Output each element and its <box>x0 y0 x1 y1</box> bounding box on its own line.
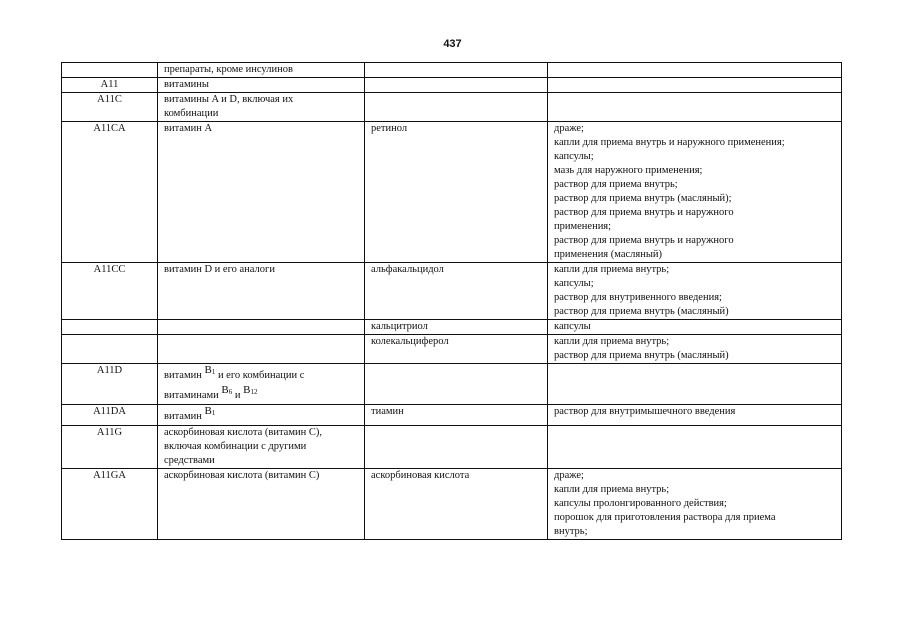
atc-code-cell: A11D <box>62 364 158 405</box>
atc-code-cell: A11 <box>62 78 158 93</box>
inn-cell <box>365 93 548 122</box>
atc-group-cell: аскорбиновая кислота (витамин C) <box>158 469 365 540</box>
atc-group-cell: витамины A и D, включая их комбинации <box>158 93 365 122</box>
inn-cell <box>365 364 548 405</box>
atc-group-cell: витамин A <box>158 122 365 263</box>
inn-cell: тиамин <box>365 405 548 426</box>
atc-code-cell <box>62 63 158 78</box>
dosage-forms-cell: капли для приема внутрь; капсулы; раствор для внутривенного введения; раствор для приема внутрь (масляный) <box>548 263 842 320</box>
name-text: витаминами <box>164 390 222 401</box>
inn-cell: ретинол <box>365 122 548 263</box>
atc-code-cell: A11GA <box>62 469 158 540</box>
atc-code-cell: A11CC <box>62 263 158 320</box>
drug-list-table <box>61 62 842 540</box>
table-row <box>62 78 842 93</box>
inn-cell <box>365 426 548 469</box>
atc-code-cell: A11C <box>62 93 158 122</box>
atc-group-cell <box>158 405 365 426</box>
vitamin-symbol: $B_6$ <box>221 384 233 396</box>
inn-cell: аскорбиновая кислота <box>365 469 548 540</box>
table-row <box>62 63 842 78</box>
inn-cell: колекальциферол <box>365 335 548 364</box>
vitamin-symbol: $B_1$ <box>204 405 216 417</box>
table-row <box>62 364 842 405</box>
vitamin-b1-line <box>164 405 358 425</box>
inn-cell: кальцитриол <box>365 320 548 335</box>
dosage-forms-cell: драже; капли для приема внутрь; капсулы пролонгированного действия; порошок для приготовления раствора для приема внутрь; <box>548 469 842 540</box>
atc-group-cell: витамин D и его аналоги <box>158 263 365 320</box>
vitamin-b1-line <box>164 364 358 384</box>
atc-group-cell: витамины <box>158 78 365 93</box>
dosage-forms-cell <box>548 63 842 78</box>
inn-cell: альфакальцидол <box>365 263 548 320</box>
dosage-forms-cell <box>548 78 842 93</box>
name-text: и <box>232 390 244 401</box>
vitamin-symbol: $B_1$ <box>204 364 216 376</box>
atc-group-cell: препараты, кроме инсулинов <box>158 63 365 78</box>
name-text: витамин <box>164 370 205 381</box>
atc-code-cell <box>62 335 158 364</box>
dosage-forms-cell <box>548 426 842 469</box>
atc-group-cell <box>158 364 365 405</box>
atc-code-cell: A11CA <box>62 122 158 263</box>
dosage-forms-cell: раствор для внутримышечного введения <box>548 405 842 426</box>
atc-group-cell <box>158 335 365 364</box>
atc-code-cell <box>62 320 158 335</box>
table-row <box>62 469 842 540</box>
vitamin-symbol: $B_{12}$ <box>243 384 258 396</box>
inn-cell <box>365 63 548 78</box>
dosage-forms-cell: капсулы <box>548 320 842 335</box>
table-row <box>62 426 842 469</box>
dosage-forms-cell <box>548 364 842 405</box>
table-row <box>62 335 842 364</box>
page-number: 437 <box>443 38 462 50</box>
atc-group-cell <box>158 320 365 335</box>
dosage-forms-cell: капли для приема внутрь; раствор для приема внутрь (масляный) <box>548 335 842 364</box>
atc-code-cell: A11DA <box>62 405 158 426</box>
table-row <box>62 320 842 335</box>
dosage-forms-cell: драже; капли для приема внутрь и наружного применения; капсулы; мазь для наружного применения; раствор для приема внутрь; раствор для приема внутрь (масляный); раствор для приема внутрь и наружного применения; раствор для приема внутрь и наружного применения (масляный) <box>548 122 842 263</box>
name-text: и его комбинации с <box>215 370 305 381</box>
vitamin-b6-b12-line <box>164 384 358 404</box>
name-text: витамин <box>164 411 205 422</box>
atc-code-cell: A11G <box>62 426 158 469</box>
table-row <box>62 122 842 263</box>
table-row <box>62 405 842 426</box>
dosage-forms-cell <box>548 93 842 122</box>
inn-cell <box>365 78 548 93</box>
atc-group-cell: аскорбиновая кислота (витамин C), включая комбинации с другими средствами <box>158 426 365 469</box>
table-row <box>62 263 842 320</box>
table-row <box>62 93 842 122</box>
